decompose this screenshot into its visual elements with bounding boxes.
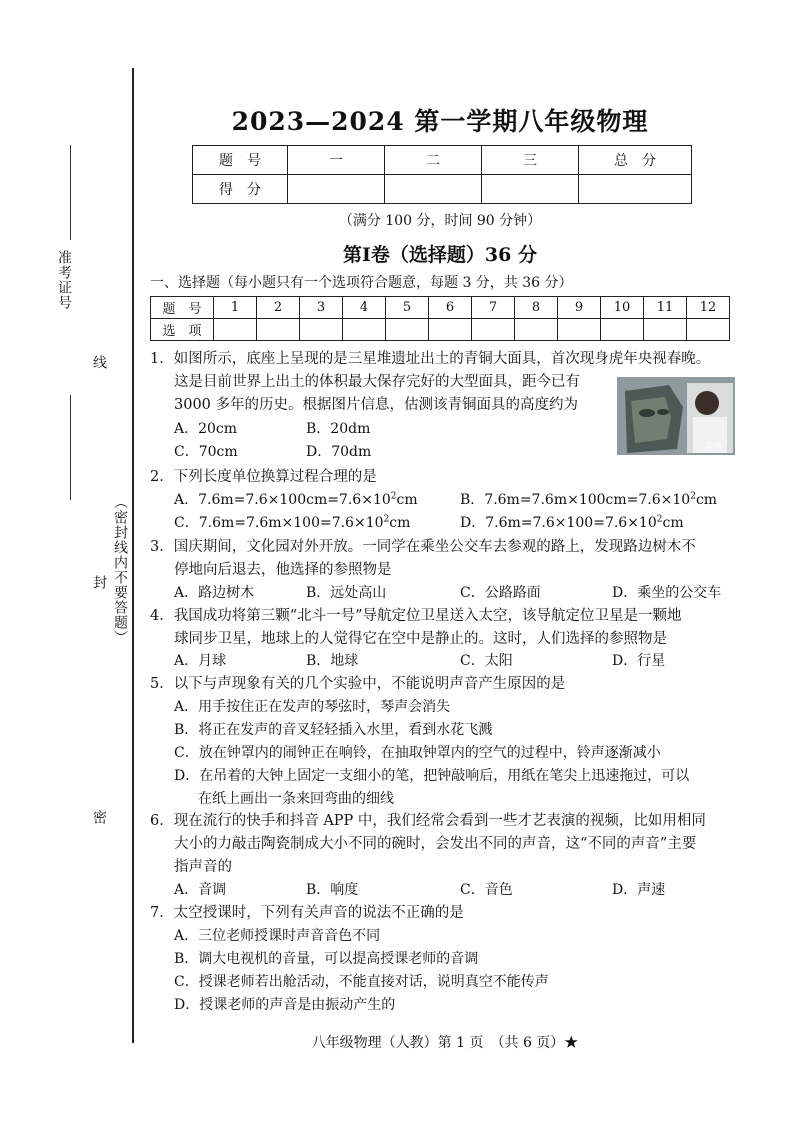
seal-char: 封 — [91, 575, 107, 590]
seal-warning: （密封线内不要答题） — [112, 495, 128, 645]
answer-number: 8 — [515, 297, 558, 319]
unit: cm — [396, 492, 418, 508]
part-title: 第Ⅰ卷（选择题）36 分 — [343, 244, 537, 266]
answer-number: 12 — [687, 297, 730, 319]
option-a: A．三位老师授课时声音音色不同 — [174, 928, 381, 944]
answer-cell[interactable] — [343, 319, 386, 341]
question-line: 指声音的 — [174, 859, 232, 875]
question-5: 5．以下与声现象有关的几个实验中，不能说明声音产生原因的是 — [150, 676, 566, 692]
exam-id-blank — [70, 145, 71, 240]
exponent: 2 — [656, 514, 663, 525]
option-d: D．授课老师的声音是由振动产生的 — [174, 997, 396, 1013]
binding-line — [132, 68, 134, 1043]
option-c: C．公路路面 — [460, 585, 541, 601]
answer-cell[interactable] — [386, 319, 429, 341]
option-a: A．用手按住正在发声的琴弦时，琴声会消失 — [174, 699, 451, 715]
answer-cell[interactable] — [472, 319, 515, 341]
score-header-label: 题 号 — [193, 146, 288, 175]
question-3 — [150, 536, 696, 582]
answer-number: 2 — [257, 297, 300, 319]
option-c: C．授课老师若出舱活动，不能直接对话，说明真空不能传声 — [174, 974, 549, 990]
exponent: 2 — [390, 491, 397, 502]
option-a — [174, 489, 418, 511]
secret-char: 密 — [91, 810, 107, 825]
question-line: 这是目前世界上出土的体积最大保存完好的大型面具，距今已有 — [174, 374, 580, 390]
answer-table — [150, 296, 730, 341]
option-b: B．将正在发声的音叉轻轻插入水里，看到水花飞溅 — [174, 722, 493, 738]
answer-cell[interactable] — [515, 319, 558, 341]
answer-number: 4 — [343, 297, 386, 319]
answer-number: 7 — [472, 297, 515, 319]
option-c: C．太阳 — [460, 653, 513, 669]
option-b: B．20dm — [306, 421, 371, 437]
score-table — [192, 145, 692, 204]
name-blank — [70, 395, 71, 500]
answer-cell[interactable] — [558, 319, 601, 341]
option-a: A．20cm — [174, 421, 238, 437]
option-d: D．在吊着的大钟上固定一支细小的笔，把钟敲响后，用纸在笔尖上迅速拖过，可以 — [174, 768, 690, 784]
score-row-label: 得 分 — [193, 175, 288, 204]
option-text: C．7.6m=7.6m×100=7.6×10 — [174, 515, 384, 531]
option-b: B．地球 — [306, 653, 359, 669]
question-line: 3000 多年的历史。根据图片信息，估测该青铜面具的高度约为 — [174, 397, 579, 413]
option-c: C．70cm — [174, 444, 238, 460]
answer-header-label: 题 号 — [151, 297, 214, 319]
unit: cm — [695, 492, 718, 508]
question-line: 4．我国成功将第三颗“北斗一号”导航定位卫星送入太空，该导航定位卫星是一颗地 — [150, 608, 682, 624]
question-line: 1．如图所示，底座上呈现的是三星堆遗址出土的青铜大面具，首次现身虎年央视春晚。 — [150, 351, 711, 367]
unit: cm — [662, 515, 684, 531]
question-7: 7．太空授课时，下列有关声音的说法不正确的是 — [150, 905, 464, 921]
bronze-mask-illustration — [617, 377, 735, 455]
question-line: 球同步卫星，地球上的人觉得它在空中是静止的。这时，人们选择的参照物是 — [174, 631, 667, 647]
answer-number: 1 — [214, 297, 257, 319]
exponent: 2 — [383, 514, 390, 525]
question-line: 6．现在流行的快手和抖音 APP 中，我们经常会看到一些才艺表演的视频，比如用相同 — [150, 813, 706, 829]
question-line: 停地向后退去，他选择的参照物是 — [174, 562, 392, 578]
answer-number: 11 — [644, 297, 687, 319]
answer-cell[interactable] — [214, 319, 257, 341]
score-header-2: 二 — [385, 146, 482, 175]
option-a: A．月球 — [174, 653, 227, 669]
question-4 — [150, 605, 682, 651]
answer-number: 3 — [300, 297, 343, 319]
answer-cell[interactable] — [257, 319, 300, 341]
score-cell[interactable] — [482, 175, 579, 204]
option-text: B．7.6m=7.6m×100cm=7.6×10 — [460, 492, 691, 508]
option-c: C．音色 — [460, 882, 513, 898]
question-line: 3．国庆期间，文化园对外开放。一同学在乘坐公交车去参观的路上，发现路边树木不 — [150, 539, 696, 555]
answer-cell[interactable] — [300, 319, 343, 341]
option-b: B．响度 — [306, 882, 359, 898]
answer-cell[interactable] — [644, 319, 687, 341]
answer-cell[interactable] — [687, 319, 730, 341]
option-c: C．放在钟罩内的闹钟正在响铃，在抽取钟罩内的空气的过程中，铃声逐渐减小 — [174, 745, 661, 761]
section-heading: 一、选择题（每小题只有一个选项符合题意，每题 3 分，共 36 分） — [150, 275, 573, 291]
exam-id-label: 准考证号 — [56, 250, 72, 310]
option-a: A．音调 — [174, 882, 227, 898]
option-c — [174, 512, 410, 534]
page-footer: 八年级物理（人教）第 1 页 （共 6 页）★ — [311, 1035, 579, 1051]
score-cell[interactable] — [385, 175, 482, 204]
answer-cell[interactable] — [429, 319, 472, 341]
bronze-mask-photo — [617, 377, 735, 455]
exam-title: 2023—2024 第一学期八年级物理 — [231, 107, 649, 136]
option-d-continued: 在纸上画出一条来回弯曲的细线 — [198, 791, 394, 807]
answer-row-label: 选 项 — [151, 319, 214, 341]
score-cell[interactable] — [579, 175, 692, 204]
question-2: 2．下列长度单位换算过程合理的是 — [150, 469, 377, 485]
full-marks-note: （满分 100 分，时间 90 分钟） — [338, 213, 542, 229]
answer-number: 6 — [429, 297, 472, 319]
unit: cm — [389, 515, 411, 531]
option-d: D．行星 — [612, 653, 666, 669]
answer-number: 9 — [558, 297, 601, 319]
score-header-1: 一 — [288, 146, 385, 175]
exponent: 2 — [690, 491, 696, 502]
line-char: 线 — [91, 355, 107, 370]
option-b: B．调大电视机的音量，可以提高授课老师的音调 — [174, 951, 479, 967]
option-a: A．路边树木 — [174, 585, 255, 601]
option-d: D．声速 — [612, 882, 666, 898]
option-d — [460, 512, 684, 534]
option-text: D．7.6m=7.6×100=7.6×10 — [460, 515, 657, 531]
option-d: D．乘坐的公交车 — [612, 585, 722, 601]
answer-number: 5 — [386, 297, 429, 319]
score-header-3: 三 — [482, 146, 579, 175]
score-header-total: 总 分 — [579, 146, 692, 175]
photo-caption: 春晚 — [704, 442, 723, 452]
option-b — [460, 489, 717, 511]
answer-number: 10 — [601, 297, 644, 319]
answer-cell[interactable] — [601, 319, 644, 341]
option-text: A．7.6m=7.6×100cm=7.6×10 — [174, 492, 391, 508]
option-b: B．远处高山 — [306, 585, 387, 601]
question-6 — [150, 810, 706, 879]
score-cell[interactable] — [288, 175, 385, 204]
option-d: D．70dm — [306, 444, 372, 460]
question-line: 大小的力敲击陶瓷制成大小不同的碗时，会发出不同的声音，这“不同的声音”主要 — [174, 836, 697, 852]
